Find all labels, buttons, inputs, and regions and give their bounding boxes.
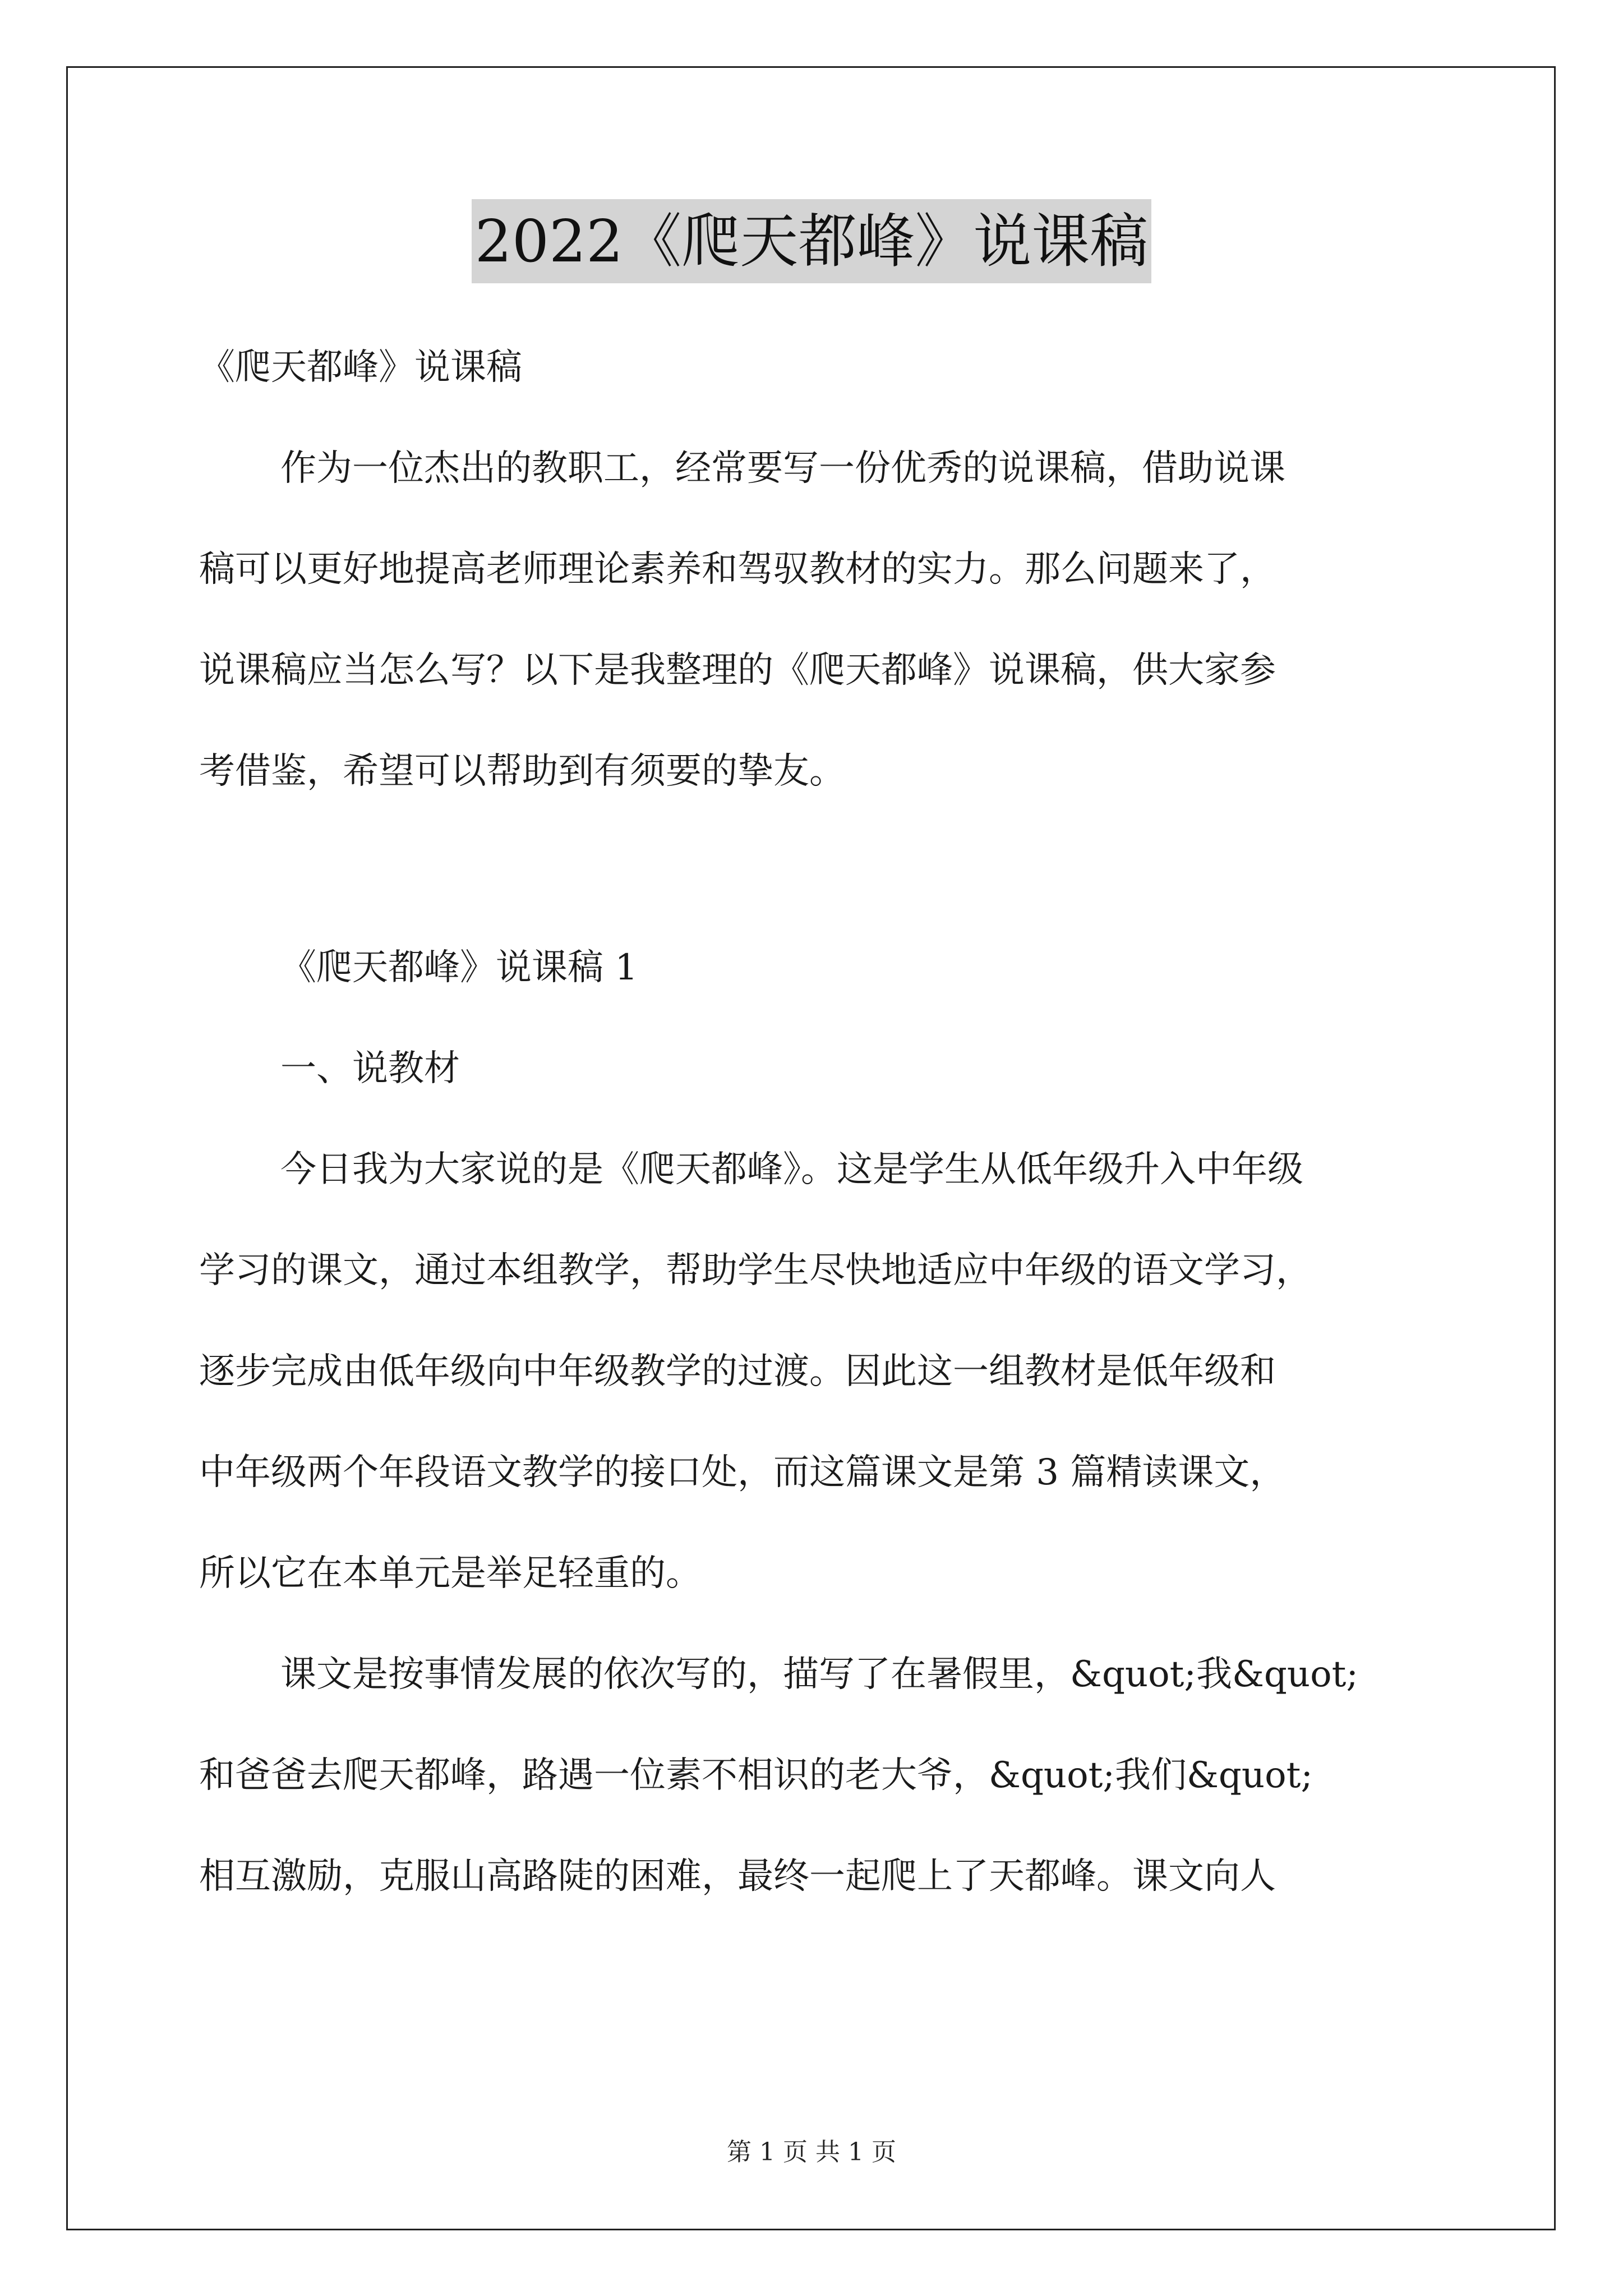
page-footer xyxy=(0,2132,1623,2168)
page-number-label: 第 1 页 共 1 页 xyxy=(727,2138,896,2166)
document-subtitle: 《爬天都峰》说课稿 xyxy=(199,347,522,388)
intro-line-2: 稿可以更好地提高老师理论素养和驾驭教材的实力。那么问题来了， xyxy=(199,549,1276,590)
document-body xyxy=(199,317,1455,1927)
intro-line-3: 说课稿应当怎么写？以下是我整理的《爬天都峰》说课稿，供大家参 xyxy=(199,650,1276,691)
paragraph1-line-3: 逐步完成由低年级向中年级教学的过渡。因此这一组教材是低年级和 xyxy=(199,1351,1276,1392)
paragraph1-line-2: 学习的课文，通过本组教学，帮助学生尽快地适应中年级的语文学习， xyxy=(199,1250,1312,1291)
paragraph2-line-2: 和爸爸去爬天都峰，路遇一位素不相识的老大爷，&quot;我们&quot; xyxy=(199,1755,1313,1796)
section-spacer xyxy=(199,822,1455,917)
section-title: 《爬天都峰》说课稿 1 xyxy=(280,947,638,988)
paragraph1-line-1: 今日我为大家说的是《爬天都峰》。这是学生从低年级升入中年级 xyxy=(280,1149,1303,1190)
document-title: 2022《爬天都峰》说课稿 xyxy=(472,199,1152,283)
paragraph2-line-3: 相互激励，克服山高路陡的困难，最终一起爬上了天都峰。课文向人 xyxy=(199,1856,1276,1897)
paragraph1-line-5: 所以它在本单元是举足轻重的。 xyxy=(199,1553,702,1594)
intro-line-1: 作为一位杰出的教职工，经常要写一份优秀的说课稿，借助说课 xyxy=(280,448,1285,489)
title-container xyxy=(0,199,1623,283)
paragraph1-line-4: 中年级两个年段语文教学的接口处，而这篇课文是第 3 篇精读课文， xyxy=(199,1452,1286,1493)
intro-line-4: 考借鉴，希望可以帮助到有须要的挚友。 xyxy=(199,751,845,792)
section-heading: 一、说教材 xyxy=(280,1048,460,1089)
paragraph2-line-1: 课文是按事情发展的依次写的，描写了在暑假里，&quot;我&quot; xyxy=(280,1654,1358,1695)
